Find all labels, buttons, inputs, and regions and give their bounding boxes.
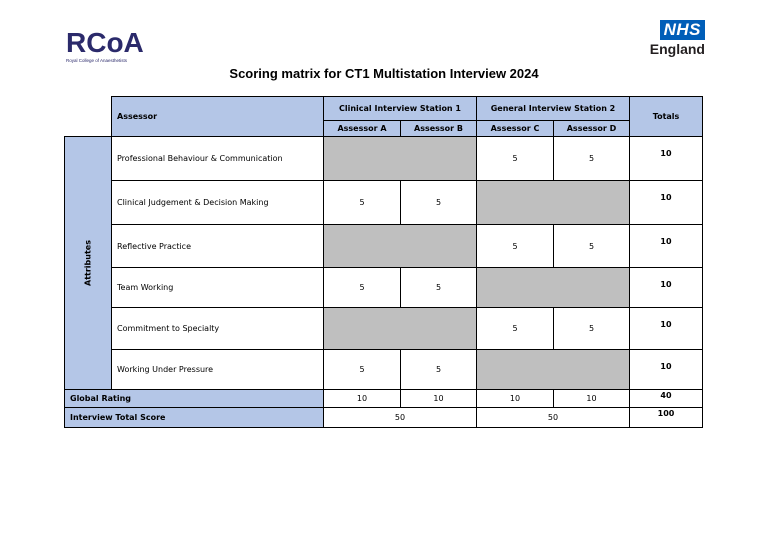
global-score-cell: 10 bbox=[324, 390, 401, 408]
not-assessed-cell bbox=[477, 350, 630, 390]
table-row bbox=[65, 225, 703, 268]
row-total: 10 bbox=[630, 225, 703, 268]
row-label: Commitment to Specialty bbox=[112, 308, 324, 350]
rcoa-logo bbox=[66, 29, 144, 63]
corner-blank bbox=[65, 97, 112, 121]
not-assessed-cell bbox=[324, 308, 477, 350]
global-score-cell: 10 bbox=[477, 390, 554, 408]
totals-header: Totals bbox=[630, 97, 703, 137]
score-cell: 5 bbox=[401, 181, 477, 225]
row-total: 10 bbox=[630, 308, 703, 350]
table-row bbox=[65, 181, 703, 225]
nhs-mark: NHS bbox=[660, 20, 705, 40]
table-row bbox=[65, 137, 703, 181]
row-total: 10 bbox=[630, 137, 703, 181]
score-cell: 5 bbox=[324, 181, 401, 225]
attributes-label: Attributes bbox=[83, 240, 93, 286]
not-assessed-cell bbox=[477, 268, 630, 308]
table-row bbox=[65, 268, 703, 308]
score-cell: 5 bbox=[477, 225, 554, 268]
nhs-region: England bbox=[649, 41, 705, 57]
table-row bbox=[65, 308, 703, 350]
row-label: Professional Behaviour & Communication bbox=[112, 137, 324, 181]
interview-grand-total: 100 bbox=[630, 408, 703, 428]
station-1-total: 50 bbox=[324, 408, 477, 428]
row-total: 10 bbox=[630, 350, 703, 390]
interview-total-label: Interview Total Score bbox=[65, 408, 324, 428]
score-cell: 5 bbox=[324, 350, 401, 390]
rcoa-wordmark: RCoA bbox=[66, 27, 144, 58]
header-row-stations bbox=[65, 97, 703, 121]
score-cell: 5 bbox=[477, 137, 554, 181]
global-score-cell: 10 bbox=[401, 390, 477, 408]
scoring-matrix bbox=[64, 96, 703, 428]
score-cell: 5 bbox=[324, 268, 401, 308]
assessor-c-header: Assessor C bbox=[477, 121, 554, 137]
row-label: Reflective Practice bbox=[112, 225, 324, 268]
rcoa-subtitle: Royal College of Anaesthetists bbox=[66, 58, 128, 63]
score-cell: 5 bbox=[401, 268, 477, 308]
row-label: Working Under Pressure bbox=[112, 350, 324, 390]
assessor-d-header: Assessor D bbox=[554, 121, 630, 137]
score-cell: 5 bbox=[554, 137, 630, 181]
row-label: Clinical Judgement & Decision Making bbox=[112, 181, 324, 225]
assessor-header: Assessor bbox=[112, 97, 324, 137]
station-2-header: General Interview Station 2 bbox=[477, 97, 630, 121]
global-rating-total: 40 bbox=[630, 390, 703, 408]
row-label: Team Working bbox=[112, 268, 324, 308]
score-cell: 5 bbox=[401, 350, 477, 390]
page-title: Scoring matrix for CT1 Multistation Interview 2024 bbox=[229, 66, 539, 81]
not-assessed-cell bbox=[324, 225, 477, 268]
score-cell: 5 bbox=[554, 225, 630, 268]
attributes-band bbox=[65, 137, 112, 390]
global-rating-row bbox=[65, 390, 703, 408]
row-total: 10 bbox=[630, 268, 703, 308]
score-cell: 5 bbox=[477, 308, 554, 350]
assessor-a-header: Assessor A bbox=[324, 121, 401, 137]
not-assessed-cell bbox=[477, 181, 630, 225]
global-score-cell: 10 bbox=[554, 390, 630, 408]
score-cell: 5 bbox=[554, 308, 630, 350]
not-assessed-cell bbox=[324, 137, 477, 181]
station-2-total: 50 bbox=[477, 408, 630, 428]
table-row bbox=[65, 350, 703, 390]
station-1-header: Clinical Interview Station 1 bbox=[324, 97, 477, 121]
nhs-england-logo bbox=[649, 20, 705, 58]
global-rating-label: Global Rating bbox=[65, 390, 324, 408]
row-total: 10 bbox=[630, 181, 703, 225]
assessor-b-header: Assessor B bbox=[401, 121, 477, 137]
interview-total-row bbox=[65, 408, 703, 428]
corner-blank-2 bbox=[65, 121, 112, 137]
